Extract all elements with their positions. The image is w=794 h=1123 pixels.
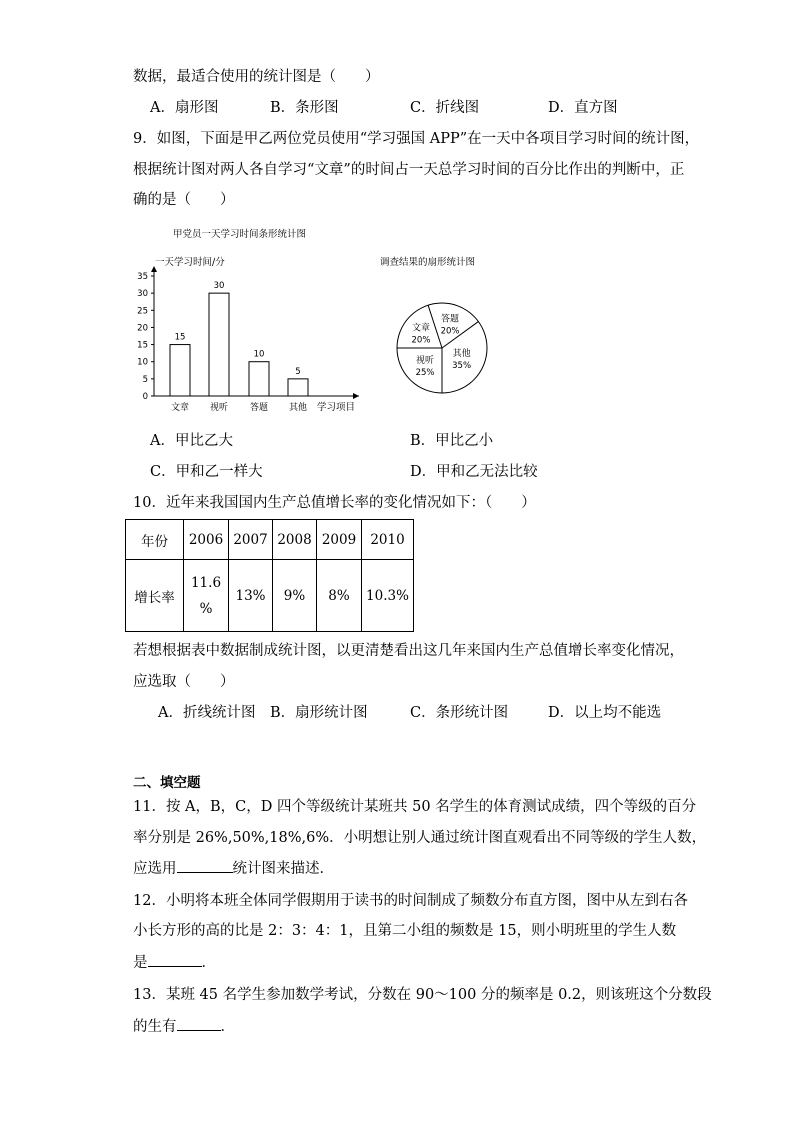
q8-option-a: A．扇形图 [150,100,219,116]
pie-slice-label: 视听 [416,355,435,366]
q10-option-c: C．条形统计图 [410,705,509,721]
bar [288,379,308,396]
q13-text-b: ． [220,1019,235,1035]
q8-option-b: B．条形图 [270,100,339,116]
y-tick-label: 15 [137,340,148,351]
bar-value-label: 30 [213,281,225,292]
y-tick-label: 25 [137,306,148,317]
q11-line-1: 11．按 A，B，C，D 四个等级统计某班共 50 名学生的体育测试成绩，四个等级的百分 [133,799,697,815]
q12-line-3 [133,952,216,973]
bar-value-label: 10 [253,349,265,360]
table-year: 2010 [362,520,414,560]
y-tick-label: 10 [137,357,148,368]
q10-option-b: B．扇形统计图 [270,705,368,721]
q8-option-d: D．直方图 [548,100,618,116]
q10-line-2: 应选取（ ） [133,674,235,690]
q13-line-2 [133,1016,235,1037]
q12-text-b: ． [201,955,216,971]
pie-slice-percent: 25% [415,367,435,378]
pie-chart [375,250,510,400]
table-rate-part: % [199,600,213,617]
q13-text-a: 的生有 [133,1019,177,1035]
y-tick-label: 20 [137,323,148,334]
table-row-label: 增长率 [126,560,184,632]
x-tick-label: 答题 [249,403,269,413]
q12-line-2: 小长方形的高的比是 2：3：4：1，且第二小组的频数是 15，则小明班里的学生人数 [133,923,677,939]
y-tick-label: 30 [137,289,148,300]
section-title: 二、填空题 [133,775,201,791]
table-year: 2007 [229,520,273,560]
q13-line-1: 13．某班 45 名学生参加数学考试，分数在 90～100 分的频率是 0.2，则该班这个分数段 [133,987,712,1003]
pie-slice-label: 文章 [411,323,430,334]
bar-chart [125,222,370,422]
q9-option-c: C．甲和乙一样大 [150,464,263,480]
y-tick-label: 0 [142,392,148,402]
table-year: 2009 [317,520,362,560]
answer-blank[interactable] [177,1016,221,1031]
pie-slice-percent: 20% [440,326,460,337]
q10-line-1: 若想根据表中数据制成统计图，以更清楚看出这几年来国内生产总值增长率变化情况， [133,643,684,659]
answer-blank[interactable] [148,952,202,967]
table-row [126,520,414,560]
q9-line-3: 确的是（ ） [133,192,235,208]
y-tick-label: 5 [142,374,148,385]
bar-value-label: 15 [174,332,186,343]
table-year: 2006 [184,520,229,560]
table-rate-cell [184,560,229,632]
table-rate-cell: 10.3% [362,560,414,632]
table-rate-cell: 9% [273,560,317,632]
table-rate-cell: 13% [229,560,273,632]
pie-slice-label: 其他 [452,348,471,359]
table-rate-cell: 8% [317,560,362,632]
bar-chart-xlabel: 学习项目 [317,402,356,413]
q12-line-1: 12．小明将本班全体同学假期用于读书的时间制成了频数分布直方图，图中从左到右各 [133,893,688,909]
q10-option-a: A．折线统计图 [158,705,256,721]
pie-chart-title: 调查结果的扇形统计图 [380,257,476,268]
q9-line-1: 9．如图，下面是甲乙两位党员使用“学习强国 APP”在一天中各项目学习时间的统计图， [133,131,700,147]
answer-blank[interactable] [177,858,233,873]
bar [170,345,190,396]
q10-option-d: D．以上均不能选 [548,705,662,721]
q11-line-2: 率分别是 26%,50%,18%,6%．小明想让别人通过统计图直观看出不同等级的学生人数， [133,830,707,846]
x-axis-arrow [353,393,359,399]
y-tick-label: 35 [137,272,148,282]
q12-text-a: 是 [133,955,148,971]
bar-chart-title: 甲党员一天学习时间条形统计图 [173,229,307,240]
table-rate-part: 11.6 [190,574,222,591]
table-year: 2008 [273,520,317,560]
x-tick-label: 其他 [288,403,308,413]
bar-chart-ylabel: 一天学习时间/分 [155,257,225,268]
bar [249,362,269,396]
pie-slice-percent: 35% [452,360,472,371]
q11-line-3 [133,858,334,879]
pie-slice-percent: 20% [411,335,431,346]
gdp-growth-table [125,519,414,632]
q9-line-2: 根据统计图对两人各自学习“文章”的时间占一天总学习时间的百分比作出的判断中，正 [133,162,685,178]
bar [209,293,229,396]
pie-slice-label: 答题 [441,314,460,325]
q8-option-c: C．折线图 [410,100,480,116]
bar-value-label: 5 [295,366,301,377]
q9-option-d: D．甲和乙无法比较 [410,464,538,480]
q8-text: 数据，最适合使用的统计图是（ ） [133,69,380,85]
table-row [126,560,414,632]
q11-text-b: 统计图来描述． [232,861,334,877]
table-header-label: 年份 [126,520,184,560]
x-tick-label: 视听 [209,403,229,413]
q11-text-a: 应选用 [133,861,177,877]
q9-option-b: B．甲比乙小 [410,433,494,449]
q9-option-a: A．甲比乙大 [150,433,233,449]
q10-intro: 10．近年来我国国内生产总值增长率的变化情况如下：（ ） [133,495,536,511]
x-tick-label: 文章 [170,403,190,413]
